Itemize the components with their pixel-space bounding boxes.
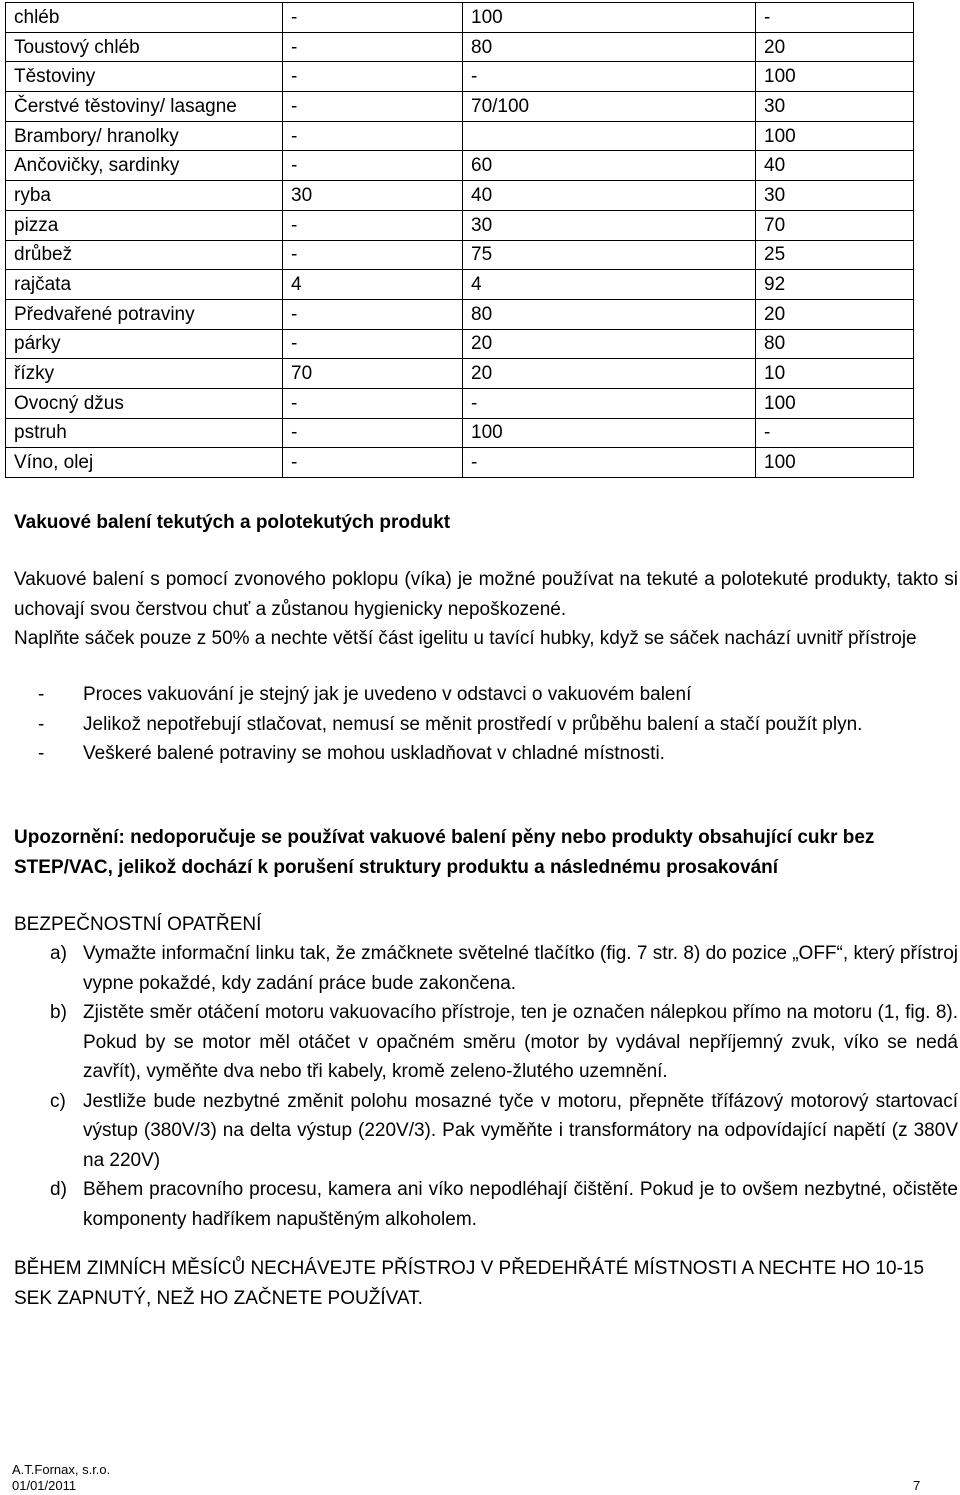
table-row	[6, 270, 914, 300]
table-row	[6, 418, 914, 448]
list-item-text: Proces vakuování je stejný jak je uvedeno v odstavci o vakuovém balení	[83, 684, 692, 705]
table-cell: 30	[463, 210, 756, 240]
table-cell: -	[283, 448, 463, 478]
page-number: 7	[913, 1478, 921, 1493]
dash-list	[14, 680, 958, 769]
table-cell: -	[283, 92, 463, 122]
list-item-text: Během pracovního procesu, kamera ani víko nepodléhají čištění. Pokud je to ovšem nezbytné, očistěte komponenty hadříkem napuštěným alkoholem.	[83, 1179, 958, 1230]
table-cell: drůbež	[6, 240, 283, 270]
table-cell: 80	[463, 299, 756, 329]
food-packaging-table	[5, 2, 914, 478]
table-cell: ryba	[6, 181, 283, 211]
table-row	[6, 181, 914, 211]
table-cell: 20	[756, 32, 914, 62]
table-cell: 100	[756, 121, 914, 151]
table-cell: -	[283, 62, 463, 92]
table-cell: 60	[463, 151, 756, 181]
table-cell: Předvařené potraviny	[6, 299, 283, 329]
list-marker: d)	[50, 1179, 67, 1200]
list-marker: b)	[50, 1002, 67, 1023]
table-cell: -	[463, 62, 756, 92]
table-cell: -	[463, 448, 756, 478]
list-item	[14, 998, 958, 1087]
table-cell: pizza	[6, 210, 283, 240]
list-item-text: Veškeré balené potraviny se mohou uskladňovat v chladné místnosti.	[83, 743, 665, 764]
table-cell: Čerstvé těstoviny/ lasagne	[6, 92, 283, 122]
table-cell: -	[283, 3, 463, 33]
table-cell: 70	[283, 359, 463, 389]
table-cell: 4	[283, 270, 463, 300]
list-item-text: Jelikož nepotřebují stlačovat, nemusí se měnit prostředí v průběhu balení a stačí použít plyn.	[83, 713, 863, 735]
list-item-text: Jestliže bude nezbytné změnit polohu mosazné tyče v motoru, přepněte třífázový motorový startovací výstup (380V/3) na delta výstup (220V/3). Pak vyměňte i transformátory na odpovídající napětí (z 380V na 220V)	[83, 1090, 958, 1171]
table-row	[6, 151, 914, 181]
table-cell: řízky	[6, 359, 283, 389]
table-row	[6, 32, 914, 62]
list-marker: a)	[50, 943, 67, 964]
table-cell: pstruh	[6, 418, 283, 448]
table-cell: 20	[463, 359, 756, 389]
fill-instruction-paragraph: Naplňte sáček pouze z 50% a nechte větší část igelitu u tavící hubky, když se sáček nachází uvnitř přístroje	[14, 628, 917, 649]
table-cell	[463, 121, 756, 151]
list-item-text: Vymažte informační linku tak, že zmáčknete světelné tlačítko (fig. 7 str. 8) do pozice „OFF“, který přístroj vypne pokaždé, kdy zadání práce bude zakončena.	[83, 943, 958, 994]
table-row	[6, 62, 914, 92]
list-item	[14, 710, 958, 740]
list-item	[14, 1087, 958, 1176]
table-cell: 10	[756, 359, 914, 389]
table-cell: Víno, olej	[6, 448, 283, 478]
table-cell: 4	[463, 270, 756, 300]
winter-note: BĚHEM ZIMNÍCH MĚSÍCŮ NECHÁVEJTE PŘÍSTROJ V PŘEDEHŘÁTÉ MÍSTNOSTI A NECHTE HO 10-15 SEK ZAPNUTÝ, NEŽ HO ZAČNETE POUŽÍVAT.	[14, 1258, 925, 1309]
intro-paragraph: Vakuové balení s pomocí zvonového poklopu (víka) je možné používat na tekuté a polotekuté produkty, takto si uchovají svou čerstvou chuť a zůstanou hygienicky nepoškozené.	[14, 569, 958, 620]
list-item	[14, 680, 958, 710]
table-cell: -	[283, 121, 463, 151]
table-cell: -	[756, 418, 914, 448]
list-item	[14, 939, 958, 998]
table-cell: 30	[283, 181, 463, 211]
table-cell: Toustový chléb	[6, 32, 283, 62]
table-cell: 20	[463, 329, 756, 359]
table-cell: 80	[463, 32, 756, 62]
table-row	[6, 3, 914, 33]
table-cell: 100	[463, 3, 756, 33]
table-row	[6, 210, 914, 240]
table-cell: -	[283, 329, 463, 359]
footer	[12, 1462, 110, 1494]
dash-marker: -	[38, 743, 45, 764]
footer-date: 01/01/2011	[12, 1478, 77, 1493]
table-cell: rajčata	[6, 270, 283, 300]
table-cell: -	[463, 388, 756, 418]
table-row	[6, 121, 914, 151]
table-row	[6, 92, 914, 122]
table-row	[6, 329, 914, 359]
list-marker: c)	[50, 1090, 66, 1112]
table-cell: Brambory/ hranolky	[6, 121, 283, 151]
table-cell: 80	[756, 329, 914, 359]
table-row	[6, 299, 914, 329]
table-cell: -	[283, 210, 463, 240]
list-item	[14, 1175, 958, 1234]
table-cell: Těstoviny	[6, 62, 283, 92]
table-cell: -	[756, 3, 914, 33]
dash-marker: -	[38, 713, 45, 735]
table-cell: 30	[756, 92, 914, 122]
table-row	[6, 448, 914, 478]
table-row	[6, 240, 914, 270]
safety-heading: BEZPEČNOSTNÍ OPATŘENÍ	[14, 914, 262, 935]
table-cell: 40	[463, 181, 756, 211]
dash-marker: -	[38, 684, 45, 705]
table-cell: -	[283, 299, 463, 329]
table-cell: 75	[463, 240, 756, 270]
safety-list	[14, 939, 958, 1234]
table-cell: -	[283, 240, 463, 270]
table-cell: 92	[756, 270, 914, 300]
table-cell: 100	[756, 448, 914, 478]
table-cell: -	[283, 388, 463, 418]
table-cell: -	[283, 32, 463, 62]
section-title: Vakuové balení tekutých a polotekutých produkt	[14, 512, 451, 533]
table-cell: Ovocný džus	[6, 388, 283, 418]
table-cell: 100	[756, 62, 914, 92]
table-cell: -	[283, 151, 463, 181]
table-cell: Ančovičky, sardinky	[6, 151, 283, 181]
table-cell: párky	[6, 329, 283, 359]
table-cell: 30	[756, 181, 914, 211]
table-row	[6, 359, 914, 389]
table-cell: 100	[463, 418, 756, 448]
warning-paragraph: Upozornění: nedoporučuje se používat vakuové balení pěny nebo produkty obsahující cukr bez STEP/VAC, jelikož dochází k porušení struktury produktu a následnému prosakování	[14, 827, 875, 878]
table-cell: chléb	[6, 3, 283, 33]
table-cell: 100	[756, 388, 914, 418]
table-cell: 70	[756, 210, 914, 240]
footer-company: A.T.Fornax, s.r.o.	[12, 1462, 111, 1477]
list-item-text: Zjistěte směr otáčení motoru vakuovacího přístroje, ten je označen nálepkou přímo na motoru (1, fig. 8). Pokud by se motor měl otáčet v opačném směru (motor by vydával nepříjemný zvuk, víko se nedá zavřít), vyměňte dva nebo tři kabely, kromě zeleno-žlutého uzemnění.	[83, 1002, 958, 1082]
list-item	[14, 739, 958, 769]
table-cell: 25	[756, 240, 914, 270]
table-cell: -	[283, 418, 463, 448]
table-row	[6, 388, 914, 418]
table-cell: 40	[756, 151, 914, 181]
table-cell: 20	[756, 299, 914, 329]
table-cell: 70/100	[463, 92, 756, 122]
